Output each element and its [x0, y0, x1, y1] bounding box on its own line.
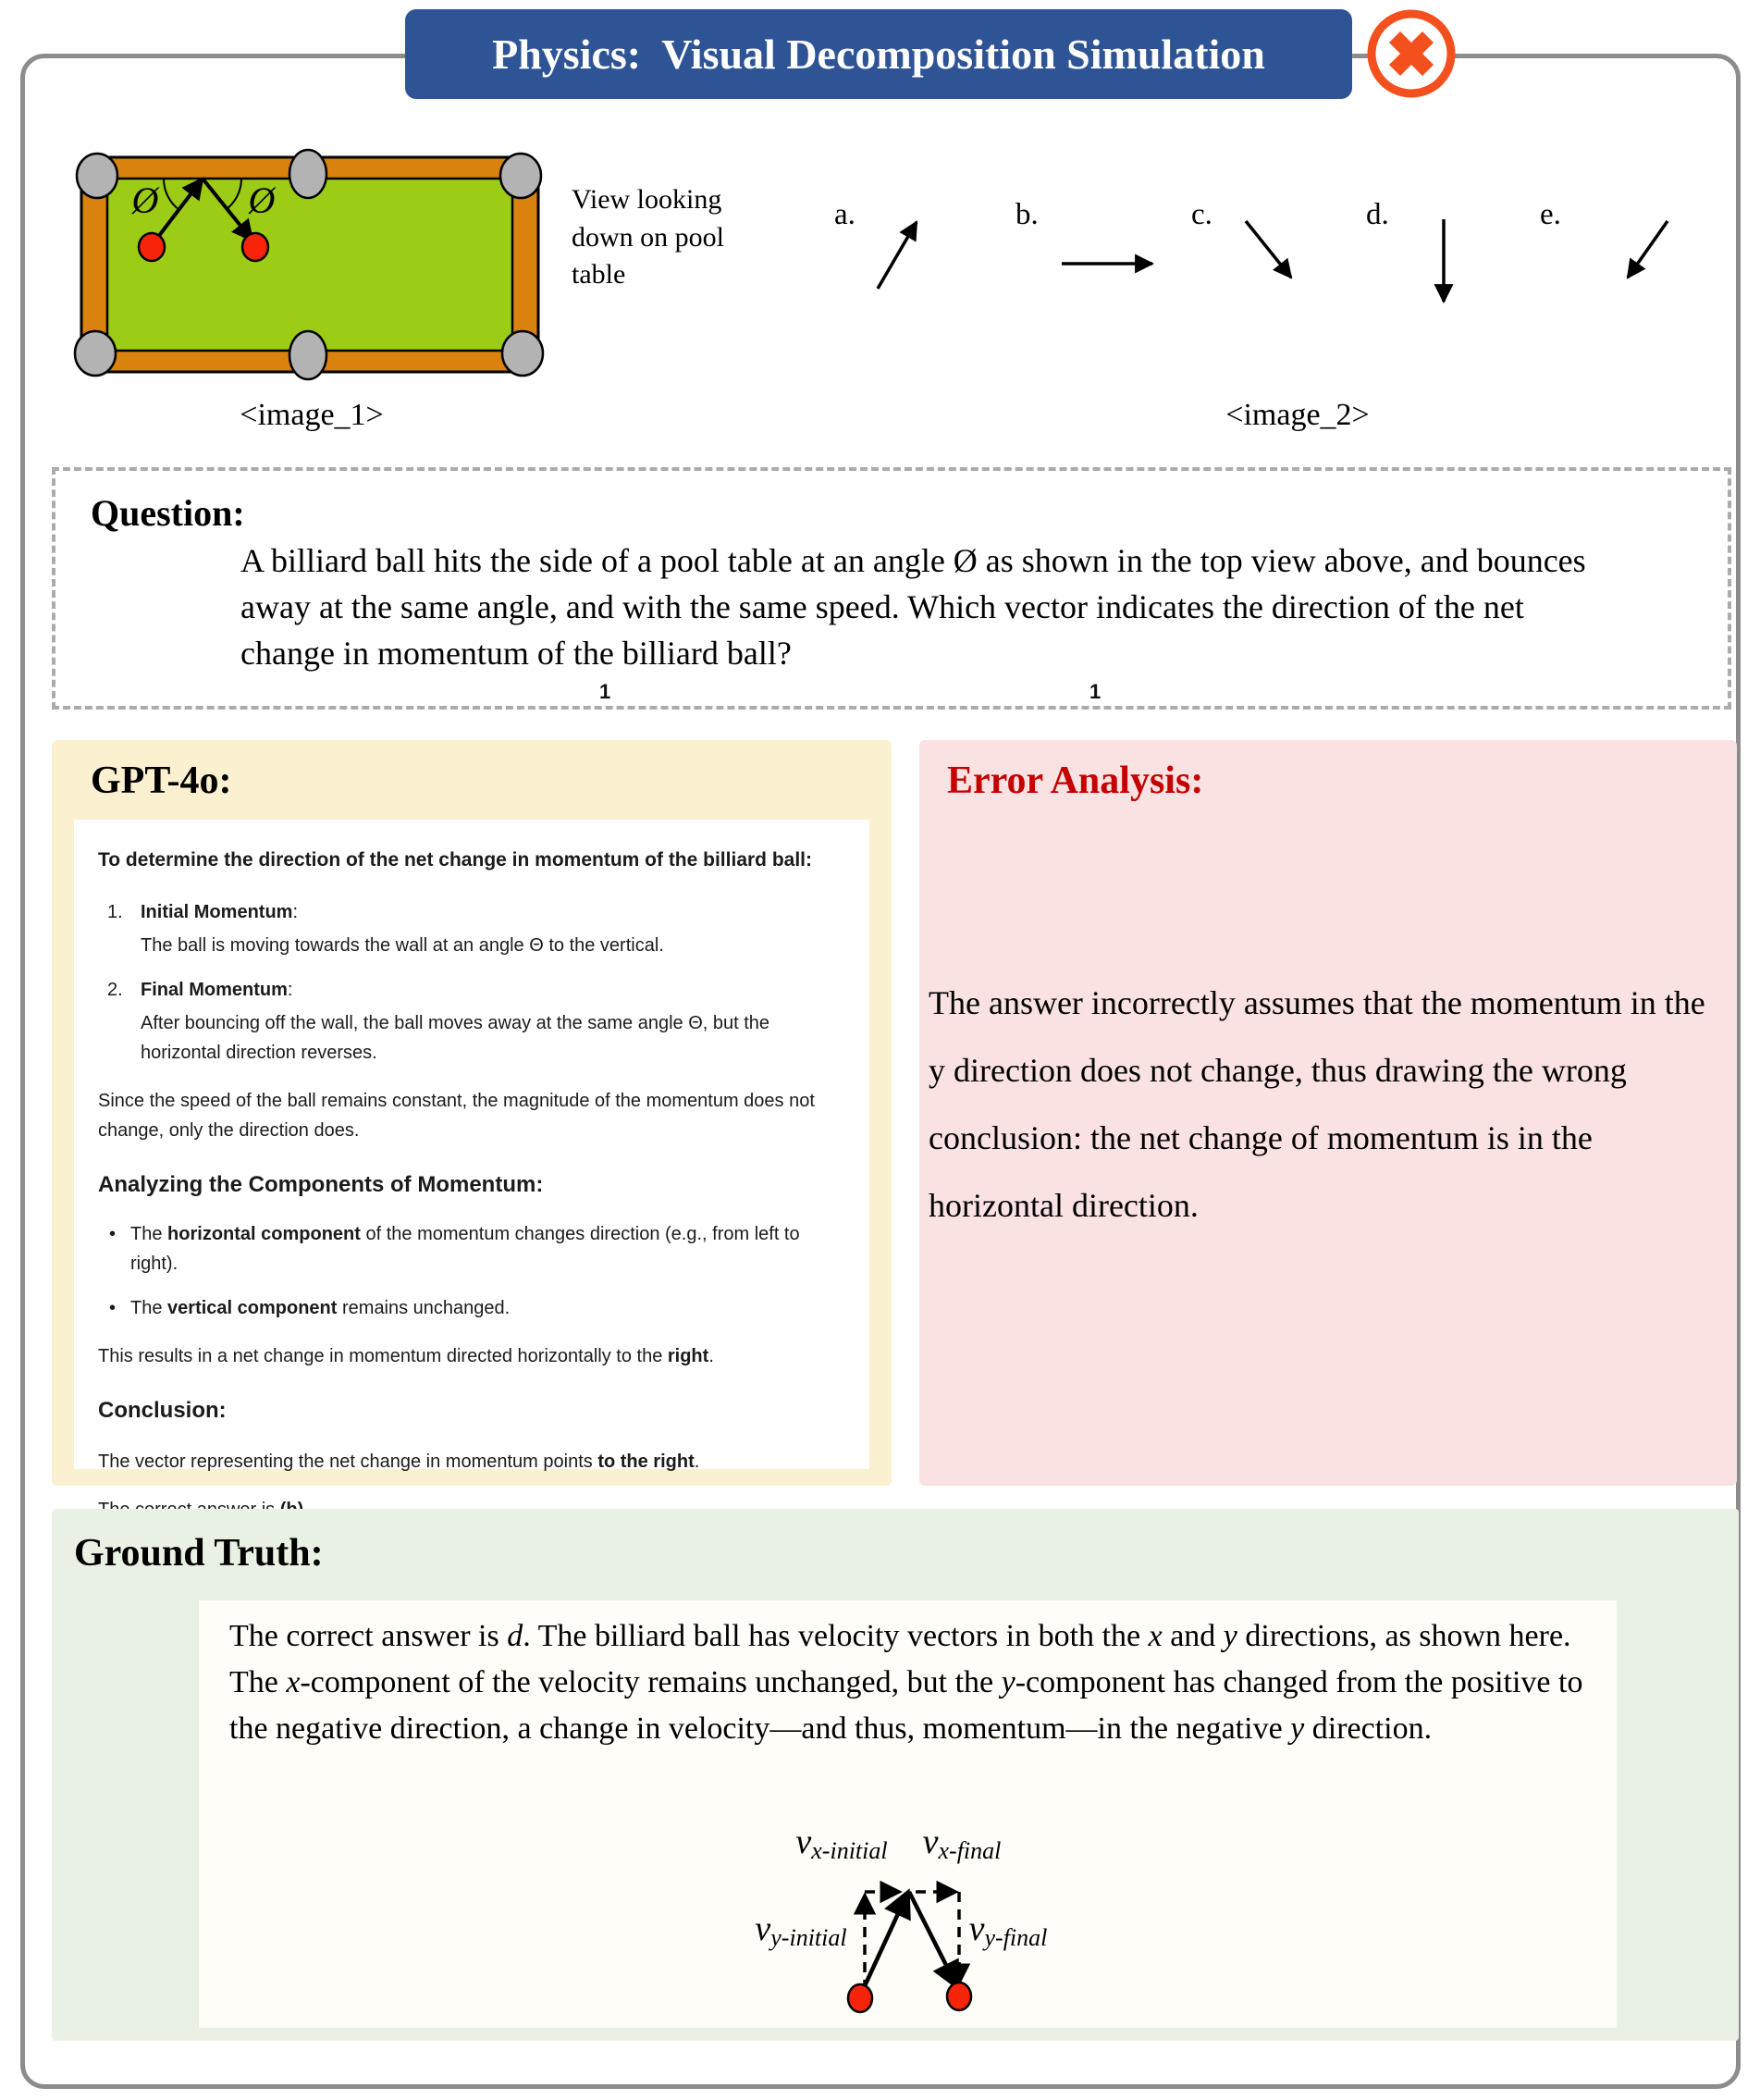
gpt4o-heading: GPT-4o:: [91, 760, 232, 802]
pocket-bottom-left: [75, 331, 116, 376]
error-analysis-panel: [919, 740, 1737, 1486]
ground-truth-panel: [52, 1509, 1739, 2041]
vx-initial-label: vx-initial: [795, 1822, 888, 1864]
vector-arrow-down-right: [1239, 215, 1300, 289]
option-label-c: c.: [1191, 198, 1212, 231]
gpt4o-answer-card: [74, 820, 869, 1473]
item-body: After bouncing off the wall, the ball moves away at the same angle Θ, but the horizontal direction reverses.: [141, 1012, 770, 1063]
conclusion-heading: Conclusion:: [98, 1398, 227, 1424]
item-title: Final Momentum:: [141, 979, 293, 1000]
error-analysis-text: The answer incorrectly assumes that the momentum in the y direction does not change, thus drawing the wrong conclusion: the net change of momentum is in the horizontal direction.: [929, 984, 1705, 1225]
artifact-mark: 1: [599, 680, 611, 703]
item-number: 2.: [107, 979, 123, 1000]
result-paragraph: This results in a net change in momentum directed horizontally to the right.: [98, 1346, 714, 1367]
option-label-d: d.: [1366, 198, 1389, 231]
ball-final: [947, 1983, 971, 2010]
vector-arrow-down: [1432, 216, 1456, 313]
numbered-item-2: [98, 975, 845, 1068]
wrong-x-icon: [1363, 6, 1459, 102]
question-box: [52, 467, 1731, 710]
item-body: The ball is moving towards the wall at an angle Θ to the vertical.: [141, 934, 664, 956]
vector-arrow-right: [1060, 253, 1163, 274]
title-bar: [405, 9, 1352, 99]
vy-final-label: vy-final: [968, 1909, 1048, 1951]
option-label-a: a.: [834, 198, 855, 231]
outgoing-velocity-arrow: [909, 1892, 956, 1985]
angle-label-right: Ø: [248, 179, 276, 221]
figure1-note: View looking down on pool table: [572, 184, 724, 290]
angle-label-left: Ø: [131, 179, 159, 221]
table-felt: [107, 179, 512, 351]
option-label-b: b.: [1015, 198, 1039, 231]
numbered-item-1: [98, 897, 845, 960]
vector-arrow-up-right: [869, 215, 925, 294]
figure1-caption: <image_1>: [240, 398, 384, 432]
pool-table-figure: [79, 148, 541, 379]
artifact-mark: 1: [1089, 680, 1102, 703]
pocket-bottom-middle: [289, 331, 326, 379]
pocket-top-left: [77, 154, 117, 198]
question-heading: Question:: [91, 492, 245, 534]
pocket-top-middle: [289, 150, 326, 198]
billiard-ball-initial: [139, 233, 165, 261]
page-title: Physics: Visual Decomposition Simulation: [492, 31, 1265, 78]
ground-truth-card: [199, 1600, 1617, 2028]
figure2-caption: <image_2>: [1225, 398, 1370, 432]
item-number: 1.: [107, 901, 123, 922]
answer-intro: To determine the direction of the net change in momentum of the billiard ball:: [98, 849, 812, 871]
option-label-e: e.: [1540, 198, 1561, 231]
bullet-text: The horizontal component of the momentum changes direction (e.g., from left to right).: [130, 1224, 800, 1275]
vector-arrow-down-left: [1617, 215, 1674, 290]
vx-final-label: vx-final: [922, 1822, 1002, 1864]
components-heading: Analyzing the Components of Momentum:: [98, 1171, 544, 1197]
bullet-item-2: [98, 1293, 845, 1323]
incoming-velocity-arrow: [863, 1894, 907, 1990]
bullet-glyph: •: [109, 1224, 117, 1245]
item-title: Initial Momentum:: [141, 901, 299, 922]
pocket-bottom-right: [502, 331, 543, 376]
question-text: A billiard ball hits the side of a pool table at an angle Ø as shown in the top view above, and bounces away at the same angle, and with the same speed. Which vector indicates the direction of the net change in momentum of the billiard ball?: [240, 542, 1586, 673]
velocity-decomposition-diagram: [740, 1799, 1128, 2021]
gpt4o-panel: [52, 740, 892, 1486]
vy-initial-label: vy-initial: [755, 1909, 847, 1951]
ball-initial: [848, 1984, 872, 2012]
error-analysis-heading: Error Analysis:: [947, 760, 1204, 802]
ground-truth-heading: Ground Truth:: [74, 1532, 324, 1575]
billiard-ball-final: [242, 233, 268, 261]
vector-paragraph: The vector representing the net change in momentum points to the right.: [98, 1451, 700, 1473]
pocket-top-right: [500, 154, 541, 198]
ground-truth-text: The correct answer is d. The billiard ball has velocity vectors in both the x and y directions, as shown here. The x-component of the velocity remains unchanged, but the y-component has changed from the positive to the negative direction, a change in velocity—and thus, momentum—in the negative y direction.: [229, 1619, 1583, 1746]
bullet-text: The vertical component remains unchanged.: [130, 1298, 511, 1319]
bullet-item-1: [98, 1219, 845, 1279]
speed-paragraph: Since the speed of the ball remains constant, the magnitude of the momentum does not change, only the direction does.: [98, 1090, 815, 1141]
bullet-glyph: •: [109, 1298, 117, 1319]
